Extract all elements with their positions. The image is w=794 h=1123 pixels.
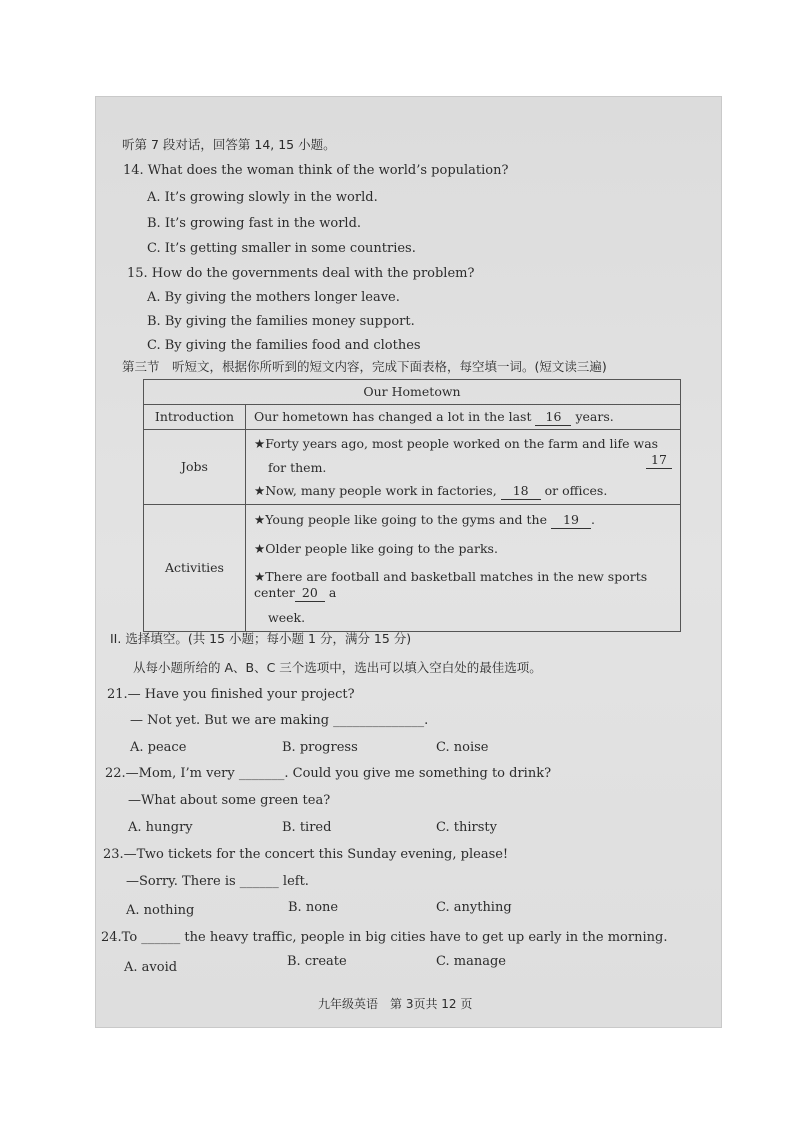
jobs-line-2: ★Now, many people work in factories, bbox=[254, 483, 497, 498]
section-3-instruction: 第三节 听短文，根据你所听到的短文内容，完成下面表格，每空填一词。(短文读三遍) bbox=[122, 359, 607, 374]
question-23-option-a: A. nothing bbox=[126, 903, 195, 918]
table-row-label-jobs: Jobs bbox=[144, 430, 246, 505]
question-24-option-c: C. manage bbox=[436, 954, 506, 969]
question-23-option-b: B. none bbox=[288, 900, 339, 915]
table-row-label-activities: Activities bbox=[144, 505, 246, 632]
activities-line-1: ★Young people like going to the gyms and the bbox=[254, 512, 547, 527]
activities-line-3: ★There are football and basketball matches in the new sports center bbox=[254, 569, 648, 600]
page-footer: 九年级英语 第 3页共 12 页 bbox=[318, 997, 473, 1011]
question-22-option-c: C. thirsty bbox=[436, 820, 497, 835]
blank-17: 17 bbox=[646, 452, 672, 469]
jobs-line-1: ★Forty years ago, most people worked on the farm and life was bbox=[254, 436, 659, 451]
question-15-stem: 15. How do the governments deal with the problem? bbox=[127, 266, 475, 281]
question-23-line-2: —Sorry. There is ______ left. bbox=[126, 874, 309, 889]
question-24-line-1: 24.To ______ the heavy traffic, people in big cities have to get up early in the morning. bbox=[101, 930, 668, 945]
jobs-line-2-end: or offices. bbox=[544, 483, 608, 498]
jobs-line-1-cont: for them. bbox=[268, 460, 327, 475]
intro-text: Our hometown has changed a lot in the last bbox=[254, 408, 532, 424]
question-21-option-b: B. progress bbox=[282, 740, 358, 755]
activities-line-2: ★Older people like going to the parks. bbox=[254, 541, 498, 556]
question-21-line-1: 21.— Have you finished your project? bbox=[107, 687, 355, 702]
question-15-option-c: C. By giving the families food and clothes bbox=[147, 338, 421, 353]
hometown-table bbox=[143, 379, 681, 632]
question-24-option-b: B. create bbox=[287, 954, 347, 969]
activities-line-3-cont: week. bbox=[268, 610, 306, 625]
question-15-option-b: B. By giving the families money support. bbox=[147, 314, 415, 329]
part-2-heading: II. 选择填空。(共 15 小题；每小题 1 分，满分 15 分) bbox=[110, 631, 412, 646]
blank-18: 18 bbox=[501, 483, 541, 500]
question-22-option-b: B. tired bbox=[282, 820, 332, 835]
table-cell-jobs bbox=[246, 430, 681, 505]
question-14-option-c: C. It’s getting smaller in some countries. bbox=[147, 241, 416, 256]
question-21-line-2: — Not yet. But we are making ______________. bbox=[130, 713, 429, 728]
question-14-option-a: A. It’s growing slowly in the world. bbox=[147, 190, 378, 205]
question-15-option-a: A. By giving the mothers longer leave. bbox=[147, 290, 400, 305]
table-cell-introduction bbox=[246, 405, 681, 430]
table-cell-activities bbox=[246, 505, 681, 632]
activities-line-1-end: . bbox=[590, 512, 595, 527]
blank-19: 19 bbox=[551, 512, 591, 529]
question-24-option-a: A. avoid bbox=[124, 960, 178, 975]
question-22-line-1: 22.—Mom, I’m very _______. Could you give me something to drink? bbox=[105, 766, 552, 781]
question-14-option-b: B. It’s growing fast in the world. bbox=[147, 216, 362, 231]
question-22-line-2: —What about some green tea? bbox=[128, 793, 331, 808]
question-23-option-c: C. anything bbox=[436, 900, 512, 915]
section-instruction: 听第 7 段对话，回答第 14, 15 小题。 bbox=[122, 137, 336, 152]
table-row-label-introduction: Introduction bbox=[144, 405, 246, 430]
part-2-instruction: 从每小题所给的 A、B、C 三个选项中，选出可以填入空白处的最佳选项。 bbox=[133, 660, 542, 675]
activities-line-3-end: a bbox=[328, 585, 337, 600]
question-22-option-a: A. hungry bbox=[128, 820, 193, 835]
table-title: Our Hometown bbox=[144, 380, 681, 405]
question-21-option-c: C. noise bbox=[436, 740, 489, 755]
blank-16: 16 bbox=[535, 409, 571, 426]
intro-text-end: years. bbox=[575, 408, 614, 424]
blank-20: 20 bbox=[295, 585, 325, 602]
question-21-option-a: A. peace bbox=[130, 740, 187, 755]
question-14-stem: 14. What does the woman think of the world’s population? bbox=[123, 163, 509, 178]
question-23-line-1: 23.—Two tickets for the concert this Sunday evening, please! bbox=[103, 847, 509, 862]
